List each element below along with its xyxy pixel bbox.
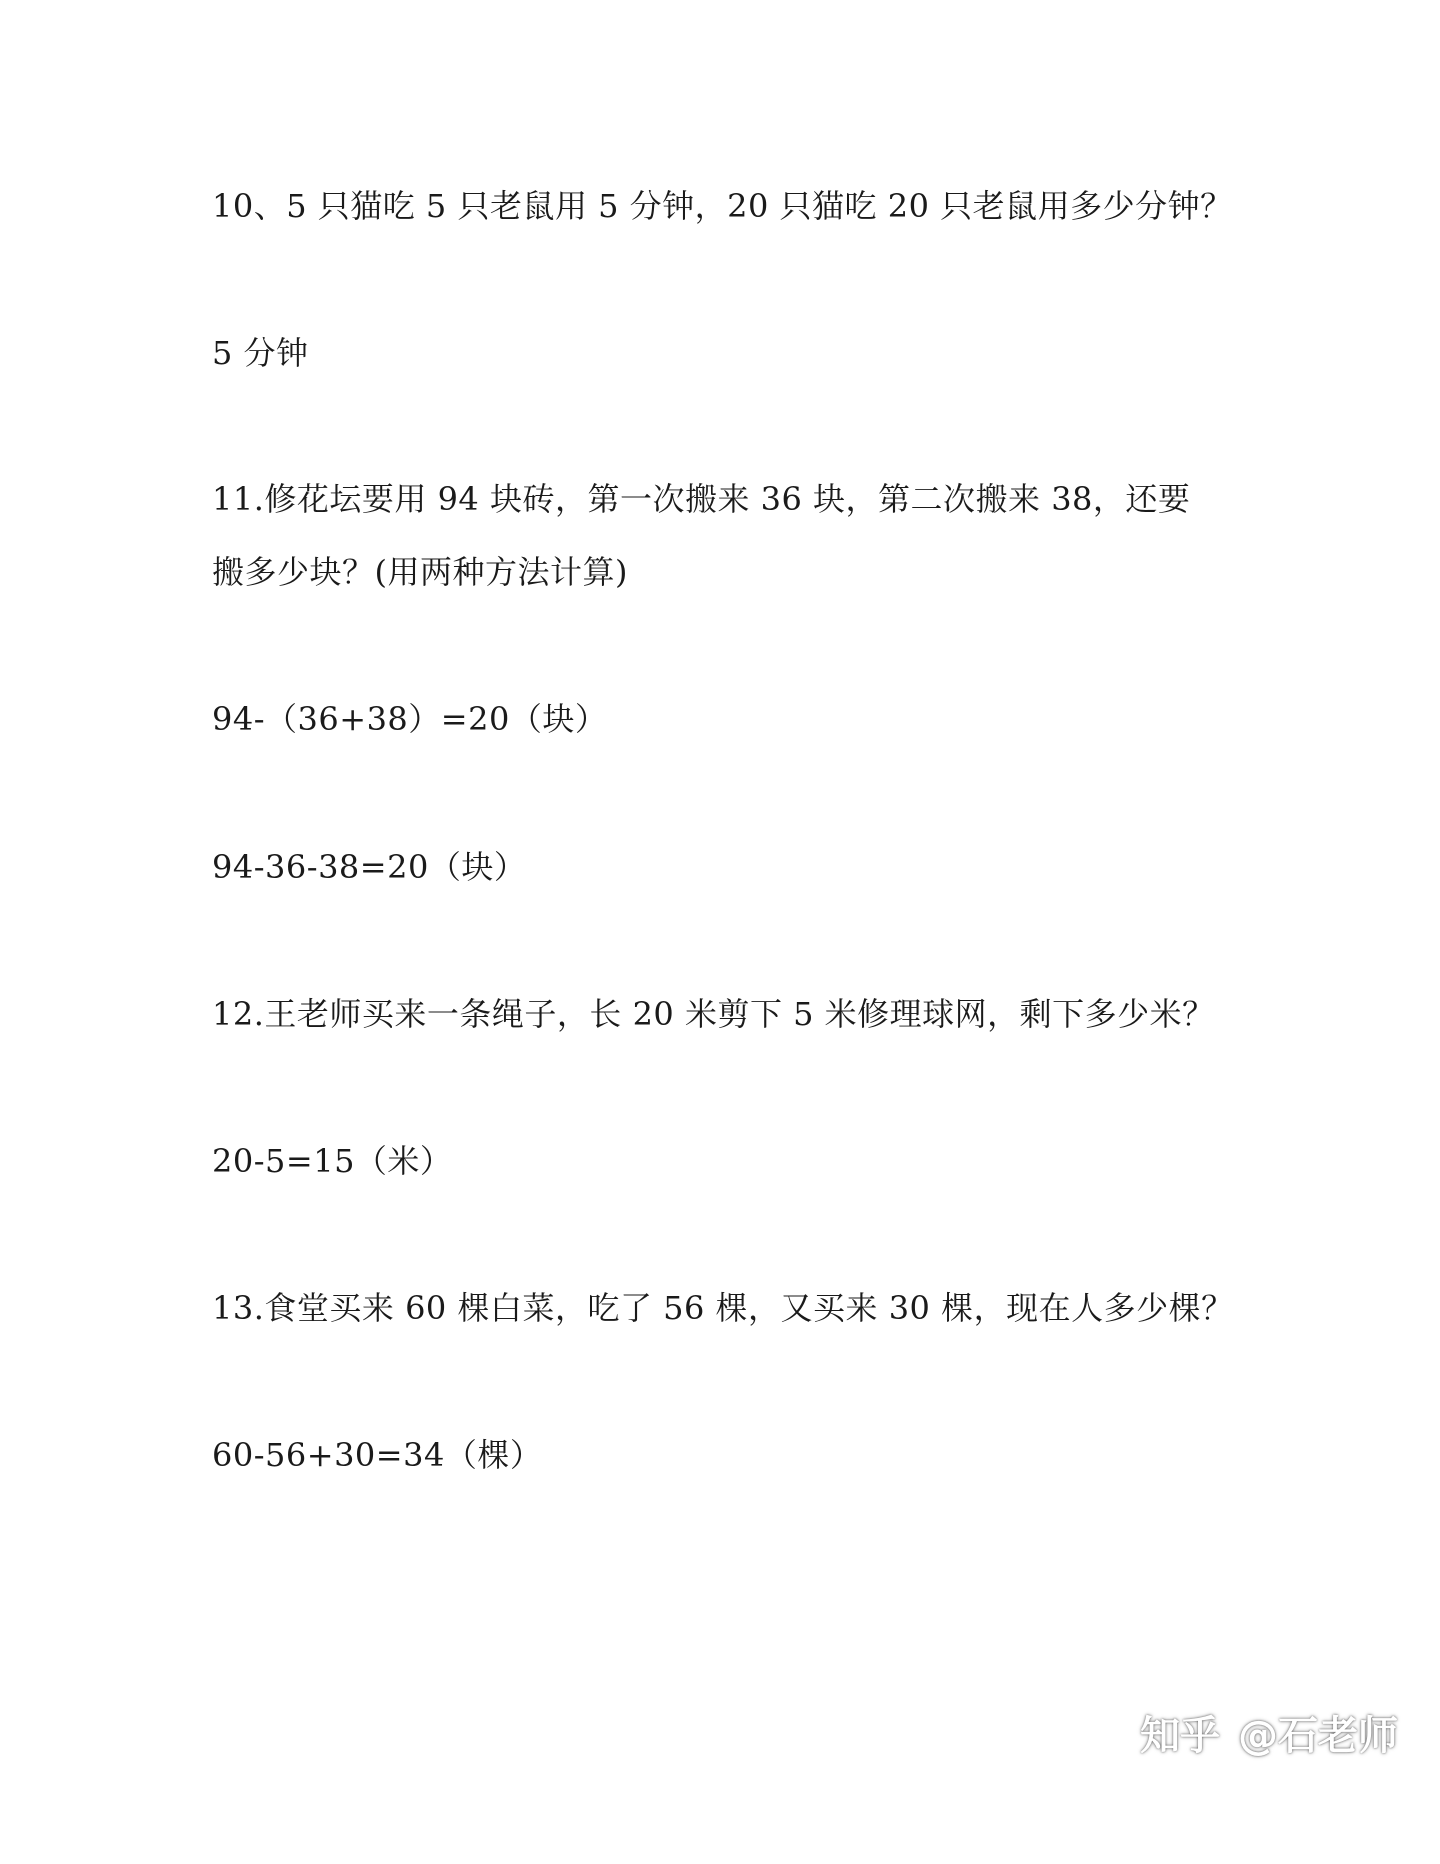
answer-12-text: 20-5=15（米）: [212, 1142, 453, 1180]
answer-11-method-1: 94-（36+38）=20（块）: [212, 700, 608, 738]
question-11-text-line-1: 11.修花坛要用 94 块砖，第一次搬来 36 块，第二次搬来 38，还要: [212, 480, 1191, 518]
question-11-text-line-2: 搬多少块？(用两种方法计算): [212, 553, 628, 591]
watermark-brand: 知乎: [1140, 1713, 1220, 1759]
question-10-text: 10、5 只猫吃 5 只老鼠用 5 分钟，20 只猫吃 20 只老鼠用多少分钟？: [212, 187, 1233, 225]
zhihu-watermark: [1140, 1708, 1398, 1764]
answer-10-text: 5 分钟: [212, 334, 309, 372]
answer-11-method-2: 94-36-38=20（块）: [212, 848, 527, 886]
answer-13-text: 60-56+30=34（棵）: [212, 1436, 543, 1474]
watermark-author: @石老师: [1238, 1713, 1398, 1759]
question-12-text: 12.王老师买来一条绳子，长 20 米剪下 5 米修理球网，剩下多少米？: [212, 995, 1215, 1033]
question-13-text: 13.食堂买来 60 棵白菜，吃了 56 棵，又买来 30 棵，现在人多少棵？: [212, 1289, 1234, 1327]
